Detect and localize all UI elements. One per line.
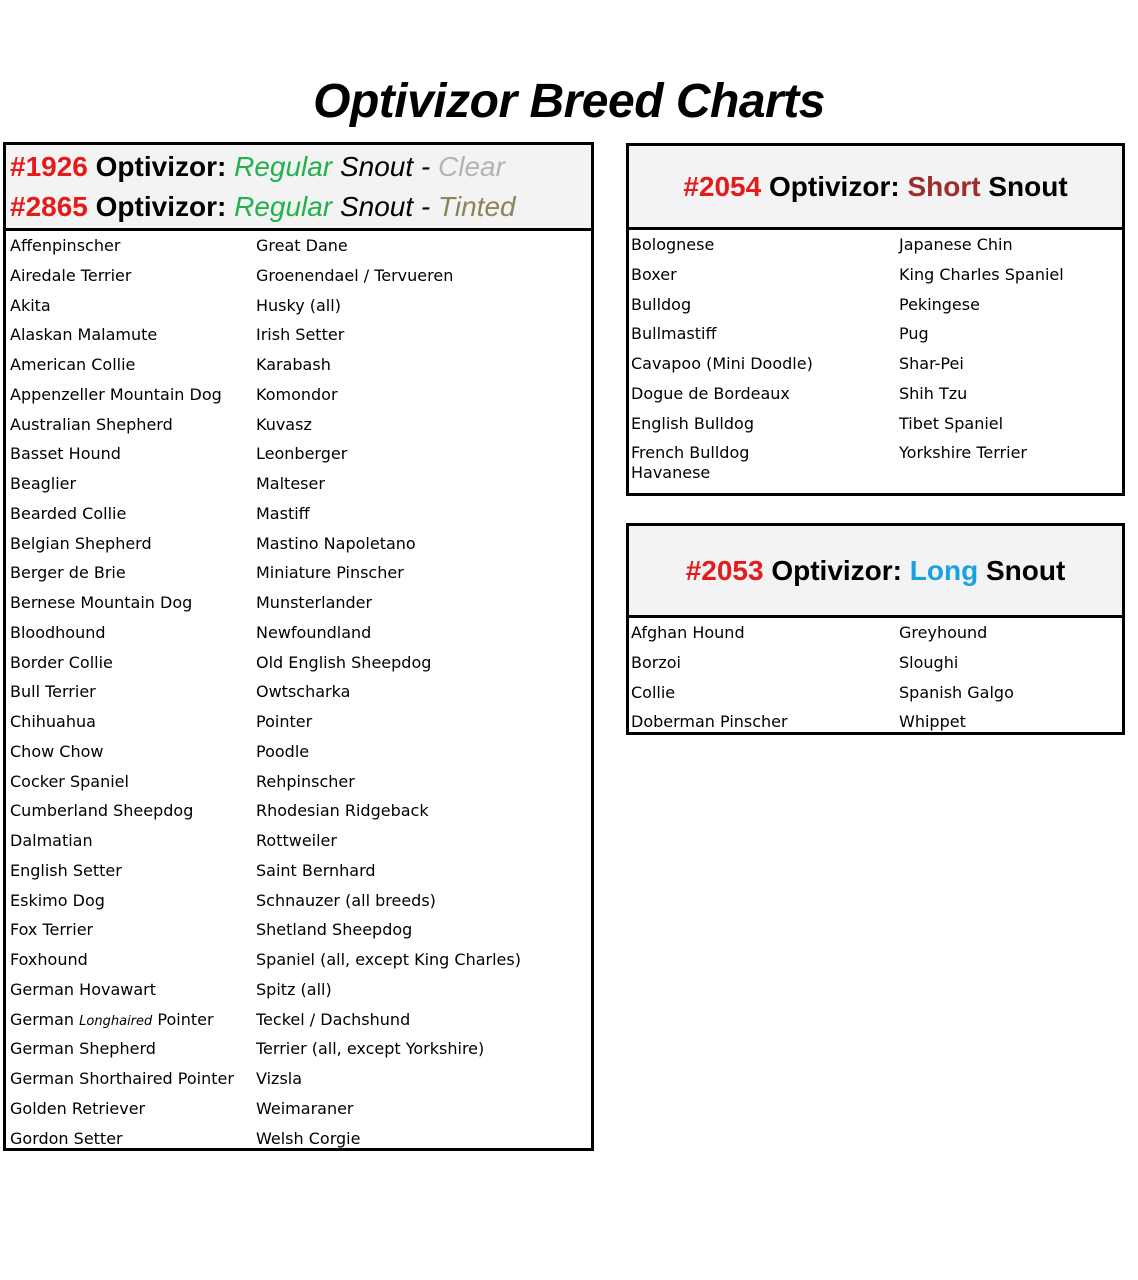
- list-item-part: Longhaired: [79, 1013, 153, 1029]
- list-item: Spaniel (all, except King Charles): [256, 950, 521, 969]
- list-item: Bull Terrier: [10, 682, 96, 702]
- short-breed-list: [629, 230, 1122, 490]
- list-item: Affenpinscher: [10, 236, 121, 255]
- product-number: #1926: [10, 151, 88, 182]
- regular-snout-chart: [3, 142, 594, 1151]
- list-item: Cavapoo (Mini Doodle): [631, 354, 813, 373]
- list-item: Munsterlander: [256, 593, 373, 612]
- list-item: English Bulldog: [631, 413, 754, 433]
- breed-column-1: [10, 231, 234, 1153]
- list-item: French Bulldog: [631, 443, 750, 463]
- list-item: Terrier (all, except Yorkshire): [256, 1039, 485, 1059]
- list-item: Cocker Spaniel: [10, 771, 129, 791]
- list-item: Old English Sheepdog: [256, 652, 432, 672]
- breed-column-1: [631, 230, 813, 468]
- list-item: Collie: [631, 682, 676, 702]
- list-item: Dogue de Bordeaux: [631, 383, 790, 403]
- list-item: Pekingese: [899, 294, 980, 314]
- list-item: Akita: [10, 295, 51, 315]
- list-item: Sloughi: [899, 652, 959, 672]
- list-item: Pointer: [256, 712, 313, 731]
- short-snout-chart: [626, 143, 1125, 496]
- snout-word: Snout: [988, 171, 1068, 202]
- list-item: Newfoundland: [256, 622, 372, 642]
- list-item: Groenendael / Tervueren: [256, 265, 454, 285]
- list-item: Chihuahua: [10, 712, 96, 731]
- breed-column-2: [899, 230, 1064, 468]
- list-item: Bernese Mountain Dog: [10, 593, 193, 612]
- list-item: Shih Tzu: [899, 383, 968, 403]
- list-item: Bullmastiff: [631, 324, 717, 344]
- list-item: Bloodhound: [10, 622, 106, 642]
- list-item: American Collie: [10, 355, 136, 374]
- variant-clear: Clear: [438, 151, 505, 182]
- list-item: Beaglier: [10, 474, 77, 493]
- regular-clear-line: [6, 147, 591, 187]
- list-item: German Hovawart: [10, 979, 156, 999]
- list-item: Border Collie: [10, 652, 113, 672]
- list-item: Appenzeller Mountain Dog: [10, 384, 222, 404]
- list-item: Fox Terrier: [10, 920, 94, 940]
- list-item: Greyhound: [899, 623, 988, 642]
- list-item: Spitz (all): [256, 979, 332, 999]
- list-item: Golden Retriever: [10, 1098, 146, 1118]
- snout-word: Snout -: [339, 191, 431, 222]
- list-item: Komondor: [256, 384, 338, 404]
- list-item: Karabash: [256, 355, 331, 374]
- product-label: Optivizor:: [769, 171, 900, 202]
- list-item: Afghan Hound: [631, 623, 745, 642]
- list-item: Yorkshire Terrier: [899, 443, 1027, 463]
- list-item: Weimaraner: [256, 1098, 354, 1118]
- breed-column-1-last: [631, 462, 710, 484]
- product-label: Optivizor:: [95, 191, 227, 222]
- long-snout-header: [629, 526, 1122, 618]
- list-item: Whippet: [899, 712, 966, 732]
- list-item: German Shepherd: [10, 1039, 156, 1059]
- list-item: Airedale Terrier: [10, 265, 132, 285]
- list-item: Owtscharka: [256, 682, 351, 702]
- snout-type: Short: [907, 171, 981, 202]
- list-item: Doberman Pinscher: [631, 712, 788, 732]
- product-label: Optivizor:: [771, 555, 903, 586]
- list-item: Borzoi: [631, 652, 681, 672]
- list-item: [10, 1005, 234, 1035]
- product-number: #2865: [10, 191, 88, 222]
- list-item: Rhodesian Ridgeback: [256, 801, 429, 821]
- list-item: Dalmatian: [10, 831, 93, 850]
- breed-column-2: [256, 231, 521, 1153]
- list-item: Saint Bernhard: [256, 860, 376, 880]
- list-item: Cumberland Sheepdog: [10, 801, 194, 821]
- snout-type: Regular: [234, 151, 333, 182]
- list-item: Bolognese: [631, 235, 715, 254]
- list-item: German Shorthaired Pointer: [10, 1069, 234, 1088]
- list-item: Berger de Brie: [10, 563, 126, 583]
- list-item: Bulldog: [631, 294, 692, 314]
- list-item: Foxhound: [10, 950, 88, 969]
- product-number: #2053: [685, 555, 764, 586]
- list-item: Shetland Sheepdog: [256, 920, 413, 940]
- short-snout-header: [629, 146, 1122, 230]
- list-item: Pug: [899, 324, 929, 344]
- list-item: Leonberger: [256, 444, 348, 464]
- list-item: Mastiff: [256, 503, 310, 523]
- list-item: Alaskan Malamute: [10, 325, 158, 345]
- snout-type: Regular: [234, 191, 333, 222]
- variant-tinted: Tinted: [438, 191, 516, 222]
- list-item: Bearded Collie: [10, 503, 127, 523]
- page-title: Optivizor Breed Charts: [313, 75, 825, 128]
- breed-column-1: [631, 618, 788, 737]
- list-item: Havanese: [631, 463, 711, 482]
- list-item: Japanese Chin: [899, 235, 1013, 254]
- product-label: Optivizor:: [95, 151, 227, 182]
- list-item-part: German: [10, 1009, 75, 1029]
- list-item: Basset Hound: [10, 444, 121, 464]
- list-item: Irish Setter: [256, 325, 345, 345]
- long-breed-list: [629, 618, 1122, 732]
- snout-type: Long: [909, 555, 979, 586]
- product-number: #2054: [683, 171, 762, 202]
- list-item: Gordon Setter: [10, 1128, 123, 1148]
- list-item: Chow Chow: [10, 741, 104, 761]
- list-item: Welsh Corgie: [256, 1128, 361, 1148]
- list-item: Eskimo Dog: [10, 890, 105, 910]
- list-item-part: Pointer: [157, 1009, 214, 1029]
- snout-word: Snout -: [339, 151, 431, 182]
- list-item: Tibet Spaniel: [899, 413, 1004, 433]
- long-snout-chart: [626, 523, 1125, 735]
- list-item: Mastino Napoletano: [256, 533, 416, 553]
- list-item: Belgian Shepherd: [10, 533, 152, 553]
- list-item: Vizsla: [256, 1069, 303, 1088]
- list-item: Miniature Pinscher: [256, 563, 404, 583]
- list-item: Malteser: [256, 474, 325, 493]
- list-item: Kuvasz: [256, 414, 312, 434]
- snout-word: Snout: [986, 555, 1066, 586]
- regular-breed-list: [6, 231, 591, 1151]
- list-item: English Setter: [10, 860, 122, 880]
- list-item: Rottweiler: [256, 831, 337, 850]
- list-item: Australian Shepherd: [10, 414, 173, 434]
- list-item: Schnauzer (all breeds): [256, 890, 436, 910]
- list-item: King Charles Spaniel: [899, 264, 1064, 284]
- list-item: Great Dane: [256, 236, 348, 255]
- regular-tinted-line: [6, 187, 591, 227]
- list-item: Spanish Galgo: [899, 682, 1014, 702]
- list-item: Poodle: [256, 741, 310, 761]
- list-item: Teckel / Dachshund: [256, 1009, 411, 1029]
- regular-snout-header: [6, 145, 591, 231]
- list-item: Boxer: [631, 264, 677, 284]
- list-item: Husky (all): [256, 295, 341, 315]
- list-item: Rehpinscher: [256, 771, 355, 791]
- list-item: Shar-Pei: [899, 354, 964, 373]
- breed-column-2: [899, 618, 1014, 737]
